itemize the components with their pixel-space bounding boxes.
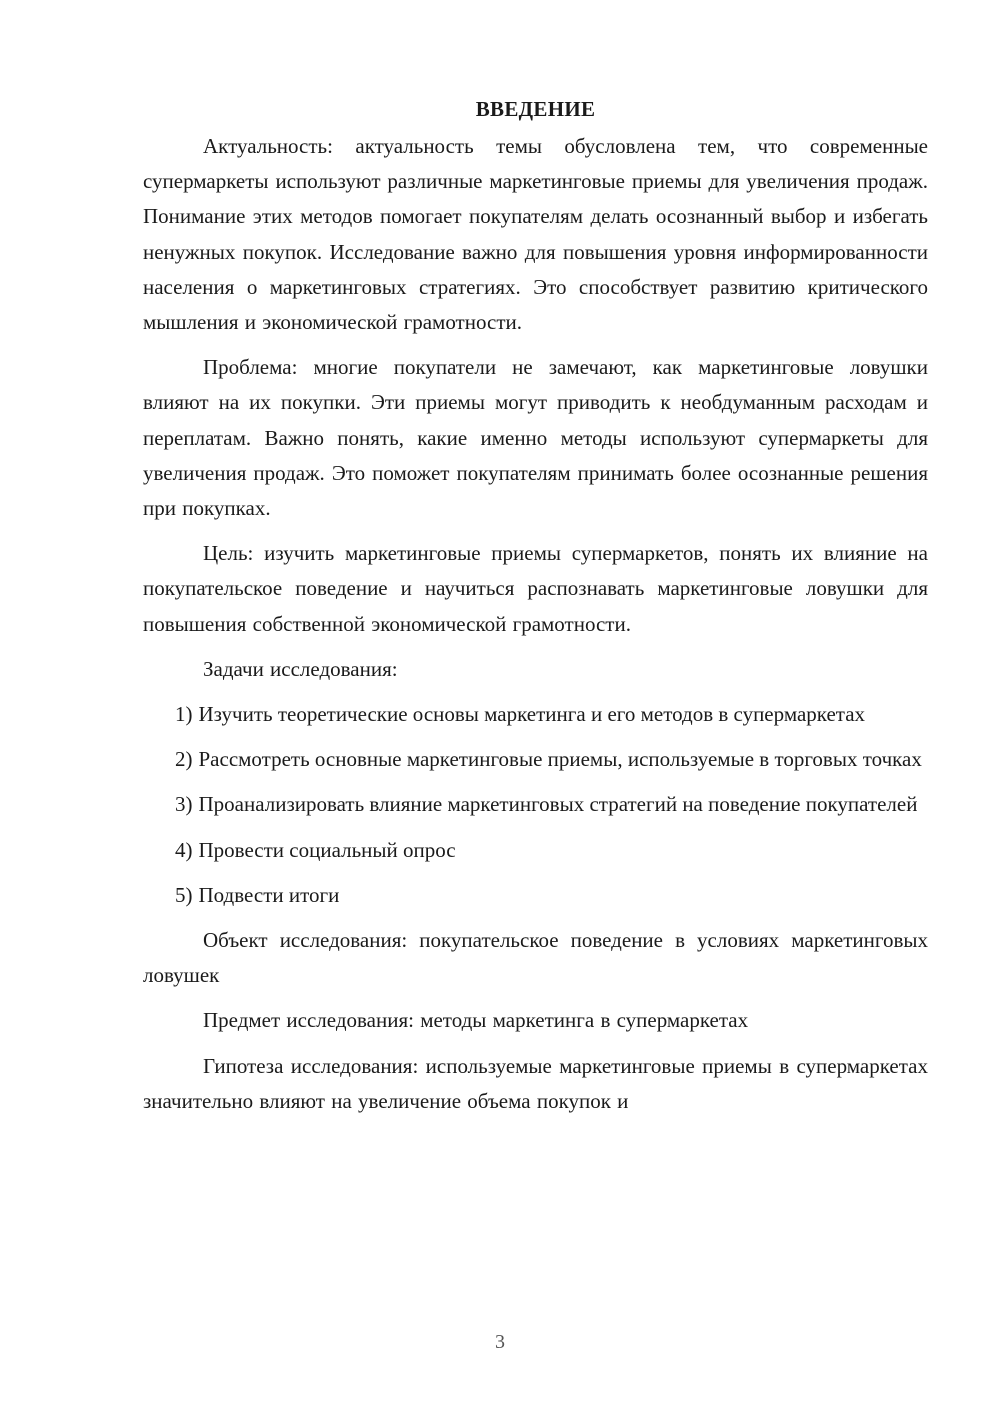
task-number: 3) — [175, 792, 193, 817]
task-text: Проанализировать влияние маркетинговых стратегий на поведение покупателей — [198, 792, 918, 817]
object-paragraph: Объект исследования: покупательское поведение в условиях маркетинговых ловушек — [143, 928, 928, 988]
task-item-4 — [143, 833, 928, 868]
relevance-paragraph: Актуальность: актуальность темы обусловлена тем, что современные супермаркеты используют различные маркетинговые приемы для увеличения продаж. Понимание этих методов помогает покупателям делать осознанный выбор и избегать ненужных покупок. Исследование важно для повышения уровня информированности населения о маркетинговых стратегиях. Это способствует развитию критического мышления и экономической грамотности. — [143, 134, 928, 335]
task-item-3 — [143, 787, 928, 822]
task-item-2 — [143, 742, 928, 777]
problem-paragraph: Проблема: многие покупатели не замечают, как маркетинговые ловушки влияют на их покупки. Эти приемы могут приводить к необдуманным расходам и переплатам. Важно понять, какие именно методы используют супермаркеты для увеличения продаж. Это поможет покупателям принимать более осознанные решения при покупках. — [143, 355, 928, 521]
task-text: Изучить теоретические основы маркетинга и его методов в супермаркетах — [198, 702, 866, 727]
goal-paragraph: Цель: изучить маркетинговые приемы супермаркетов, понять их влияние на покупательское поведение и научиться распознавать маркетинговые ловушки для повышения собственной экономической грамотности. — [143, 541, 928, 636]
task-number: 2) — [175, 747, 193, 772]
page-number: 3 — [495, 1331, 505, 1353]
task-number: 4) — [175, 837, 193, 862]
task-text: Провести социальный опрос — [198, 837, 456, 862]
tasks-heading: Задачи исследования: — [203, 656, 398, 681]
task-item-1 — [143, 697, 928, 732]
hypothesis-paragraph: Гипотеза исследования: используемые маркетинговые приемы в супермаркетах значительно влияют на увеличение объема покупок и — [143, 1053, 928, 1113]
task-number: 1) — [175, 702, 193, 727]
document-page — [143, 92, 928, 1129]
task-text: Рассмотреть основные маркетинговые приемы, используемые в торговых точках — [198, 747, 922, 772]
task-item-5 — [143, 878, 928, 913]
page-title: ВВЕДЕНИЕ — [475, 97, 596, 121]
task-number: 5) — [175, 882, 193, 907]
subject-paragraph: Предмет исследования: методы маркетинга в супермаркетах — [203, 1008, 749, 1033]
task-text: Подвести итоги — [198, 882, 340, 907]
